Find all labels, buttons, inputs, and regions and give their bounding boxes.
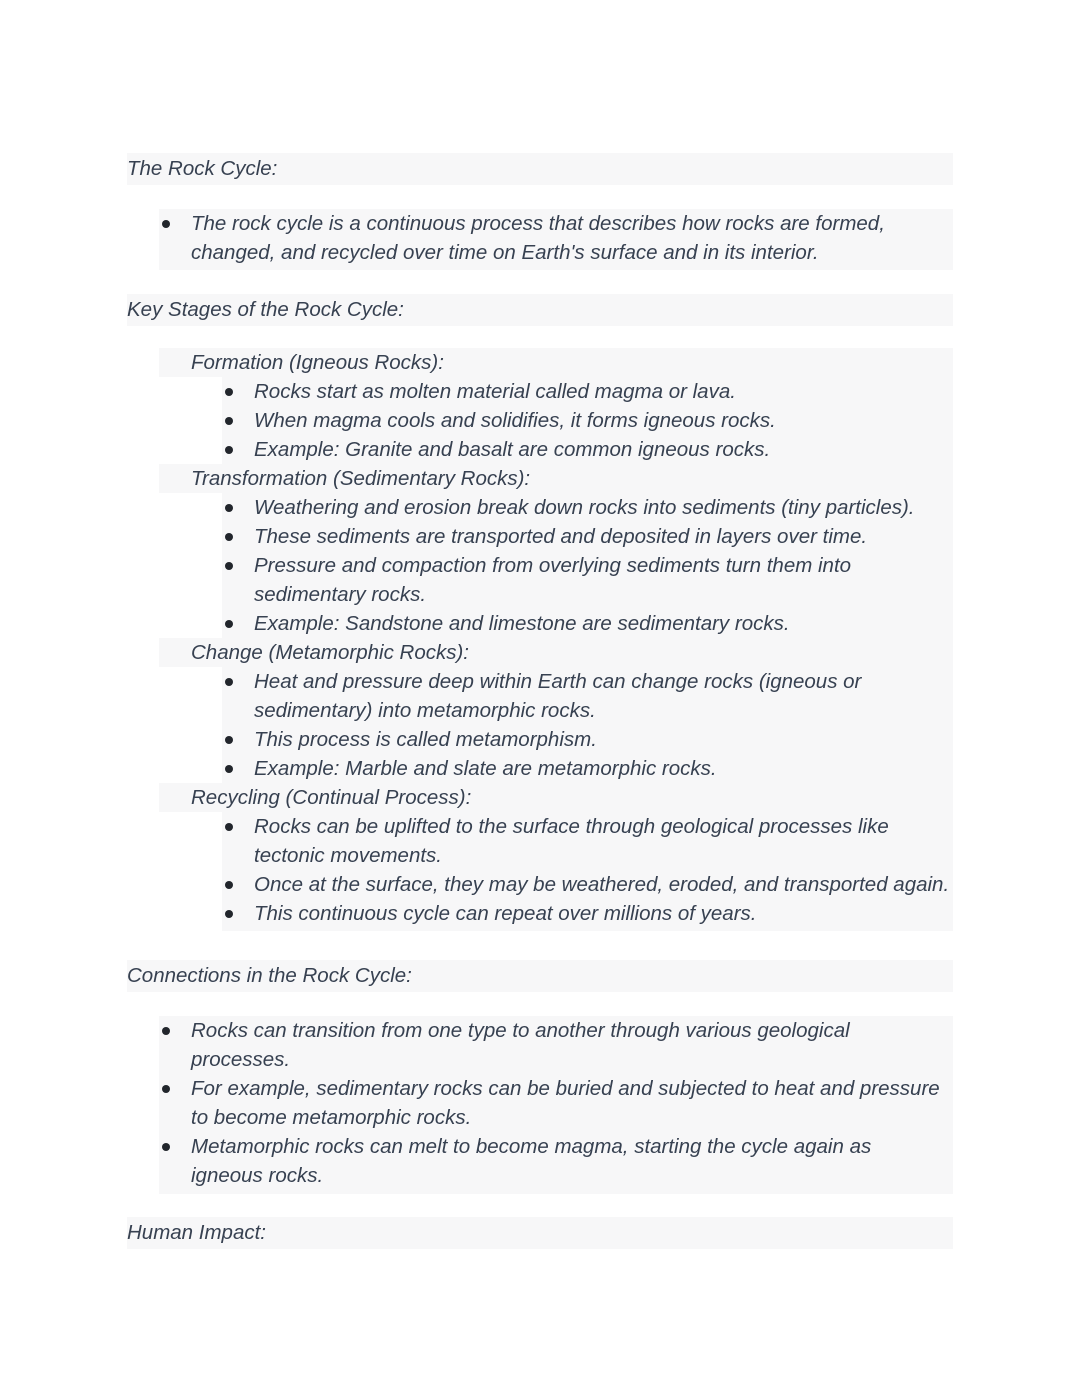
bullet-icon — [225, 678, 233, 686]
bullet-icon — [162, 1085, 170, 1093]
list-item-text: Pressure and compaction from overlying sediments turn them into — [254, 554, 852, 577]
bullet-icon — [225, 417, 233, 425]
bullet-icon — [225, 881, 233, 889]
rock-cycle-bullet-list — [159, 209, 953, 270]
list-item-text: Example: Granite and basalt are common igneous rocks. — [254, 438, 771, 461]
stage-title-transformation: Transformation (Sedimentary Rocks): — [159, 464, 953, 493]
list-item-text-continued: to become metamorphic rocks. — [191, 1106, 472, 1129]
list-item-text: The rock cycle is a continuous process that describes how rocks are formed, — [191, 212, 885, 235]
bullet-icon — [225, 446, 233, 454]
list-item-text: Heat and pressure deep within Earth can change rocks (igneous or — [254, 670, 862, 693]
list-item — [222, 377, 953, 406]
section-heading-human-impact: Human Impact: — [127, 1217, 953, 1249]
bullet-icon — [162, 220, 170, 228]
list-item — [222, 551, 953, 609]
stage-title-change: Change (Metamorphic Rocks): — [159, 638, 953, 667]
list-item-text: These sediments are transported and deposited in layers over time. — [254, 525, 868, 548]
list-item-text: This continuous cycle can repeat over millions of years. — [254, 902, 757, 925]
list-item — [222, 812, 953, 870]
list-item-text: Example: Sandstone and limestone are sedimentary rocks. — [254, 612, 790, 635]
list-item-text: When magma cools and solidifies, it forms igneous rocks. — [254, 409, 776, 432]
list-item-text-continued: sedimentary) into metamorphic rocks. — [254, 699, 596, 722]
list-item — [222, 435, 953, 464]
bullet-icon — [225, 736, 233, 744]
list-item — [222, 406, 953, 435]
list-item-text: Weathering and erosion break down rocks into sediments (tiny particles). — [254, 496, 915, 519]
stage-items-formation — [222, 377, 953, 464]
bullet-icon — [162, 1027, 170, 1035]
list-item — [222, 899, 953, 928]
connections-bullet-list — [159, 1016, 953, 1194]
list-item-text: Rocks can transition from one type to another through various geological — [191, 1019, 850, 1042]
list-item-text-continued: tectonic movements. — [254, 844, 442, 867]
list-item — [222, 493, 953, 522]
list-item — [159, 209, 953, 267]
list-item-text: Once at the surface, they may be weathered, eroded, and transported again. — [254, 873, 950, 896]
bullet-icon — [225, 504, 233, 512]
bullet-icon — [225, 823, 233, 831]
list-item-text: Metamorphic rocks can melt to become magma, starting the cycle again as — [191, 1135, 872, 1158]
list-item-text-continued: processes. — [191, 1048, 291, 1071]
stage-title-recycling: Recycling (Continual Process): — [159, 783, 953, 812]
section-heading-rock-cycle: The Rock Cycle: — [127, 153, 953, 185]
list-item — [222, 609, 953, 638]
stage-items-change — [222, 667, 953, 783]
list-item — [159, 1016, 953, 1074]
bullet-icon — [225, 562, 233, 570]
list-item-text: This process is called metamorphism. — [254, 728, 597, 751]
stage-items-transformation — [222, 493, 953, 638]
list-item — [222, 522, 953, 551]
section-heading-connections: Connections in the Rock Cycle: — [127, 960, 953, 992]
list-item-text: Example: Marble and slate are metamorphic rocks. — [254, 757, 717, 780]
list-item-text: Rocks start as molten material called magma or lava. — [254, 380, 736, 403]
list-item-text: For example, sedimentary rocks can be buried and subjected to heat and pressure — [191, 1077, 940, 1100]
bullet-icon — [225, 388, 233, 396]
stage-items-recycling — [222, 812, 953, 931]
stage-title-formation: Formation (Igneous Rocks): — [159, 348, 953, 377]
bullet-icon — [225, 910, 233, 918]
list-item — [222, 754, 953, 783]
list-item-text-continued: changed, and recycled over time on Earth's surface and in its interior. — [191, 241, 819, 264]
list-item-text: Rocks can be uplifted to the surface through geological processes like — [254, 815, 889, 838]
section-heading-key-stages: Key Stages of the Rock Cycle: — [127, 294, 953, 326]
bullet-icon — [225, 765, 233, 773]
list-item — [222, 725, 953, 754]
list-item — [159, 1132, 953, 1190]
list-item — [159, 1074, 953, 1132]
key-stages-list — [159, 348, 953, 931]
bullet-icon — [162, 1143, 170, 1151]
bullet-icon — [225, 533, 233, 541]
bullet-icon — [225, 620, 233, 628]
list-item-text-continued: sedimentary rocks. — [254, 583, 427, 606]
list-item — [222, 667, 953, 725]
list-item-text-continued: igneous rocks. — [191, 1164, 324, 1187]
list-item — [222, 870, 953, 899]
